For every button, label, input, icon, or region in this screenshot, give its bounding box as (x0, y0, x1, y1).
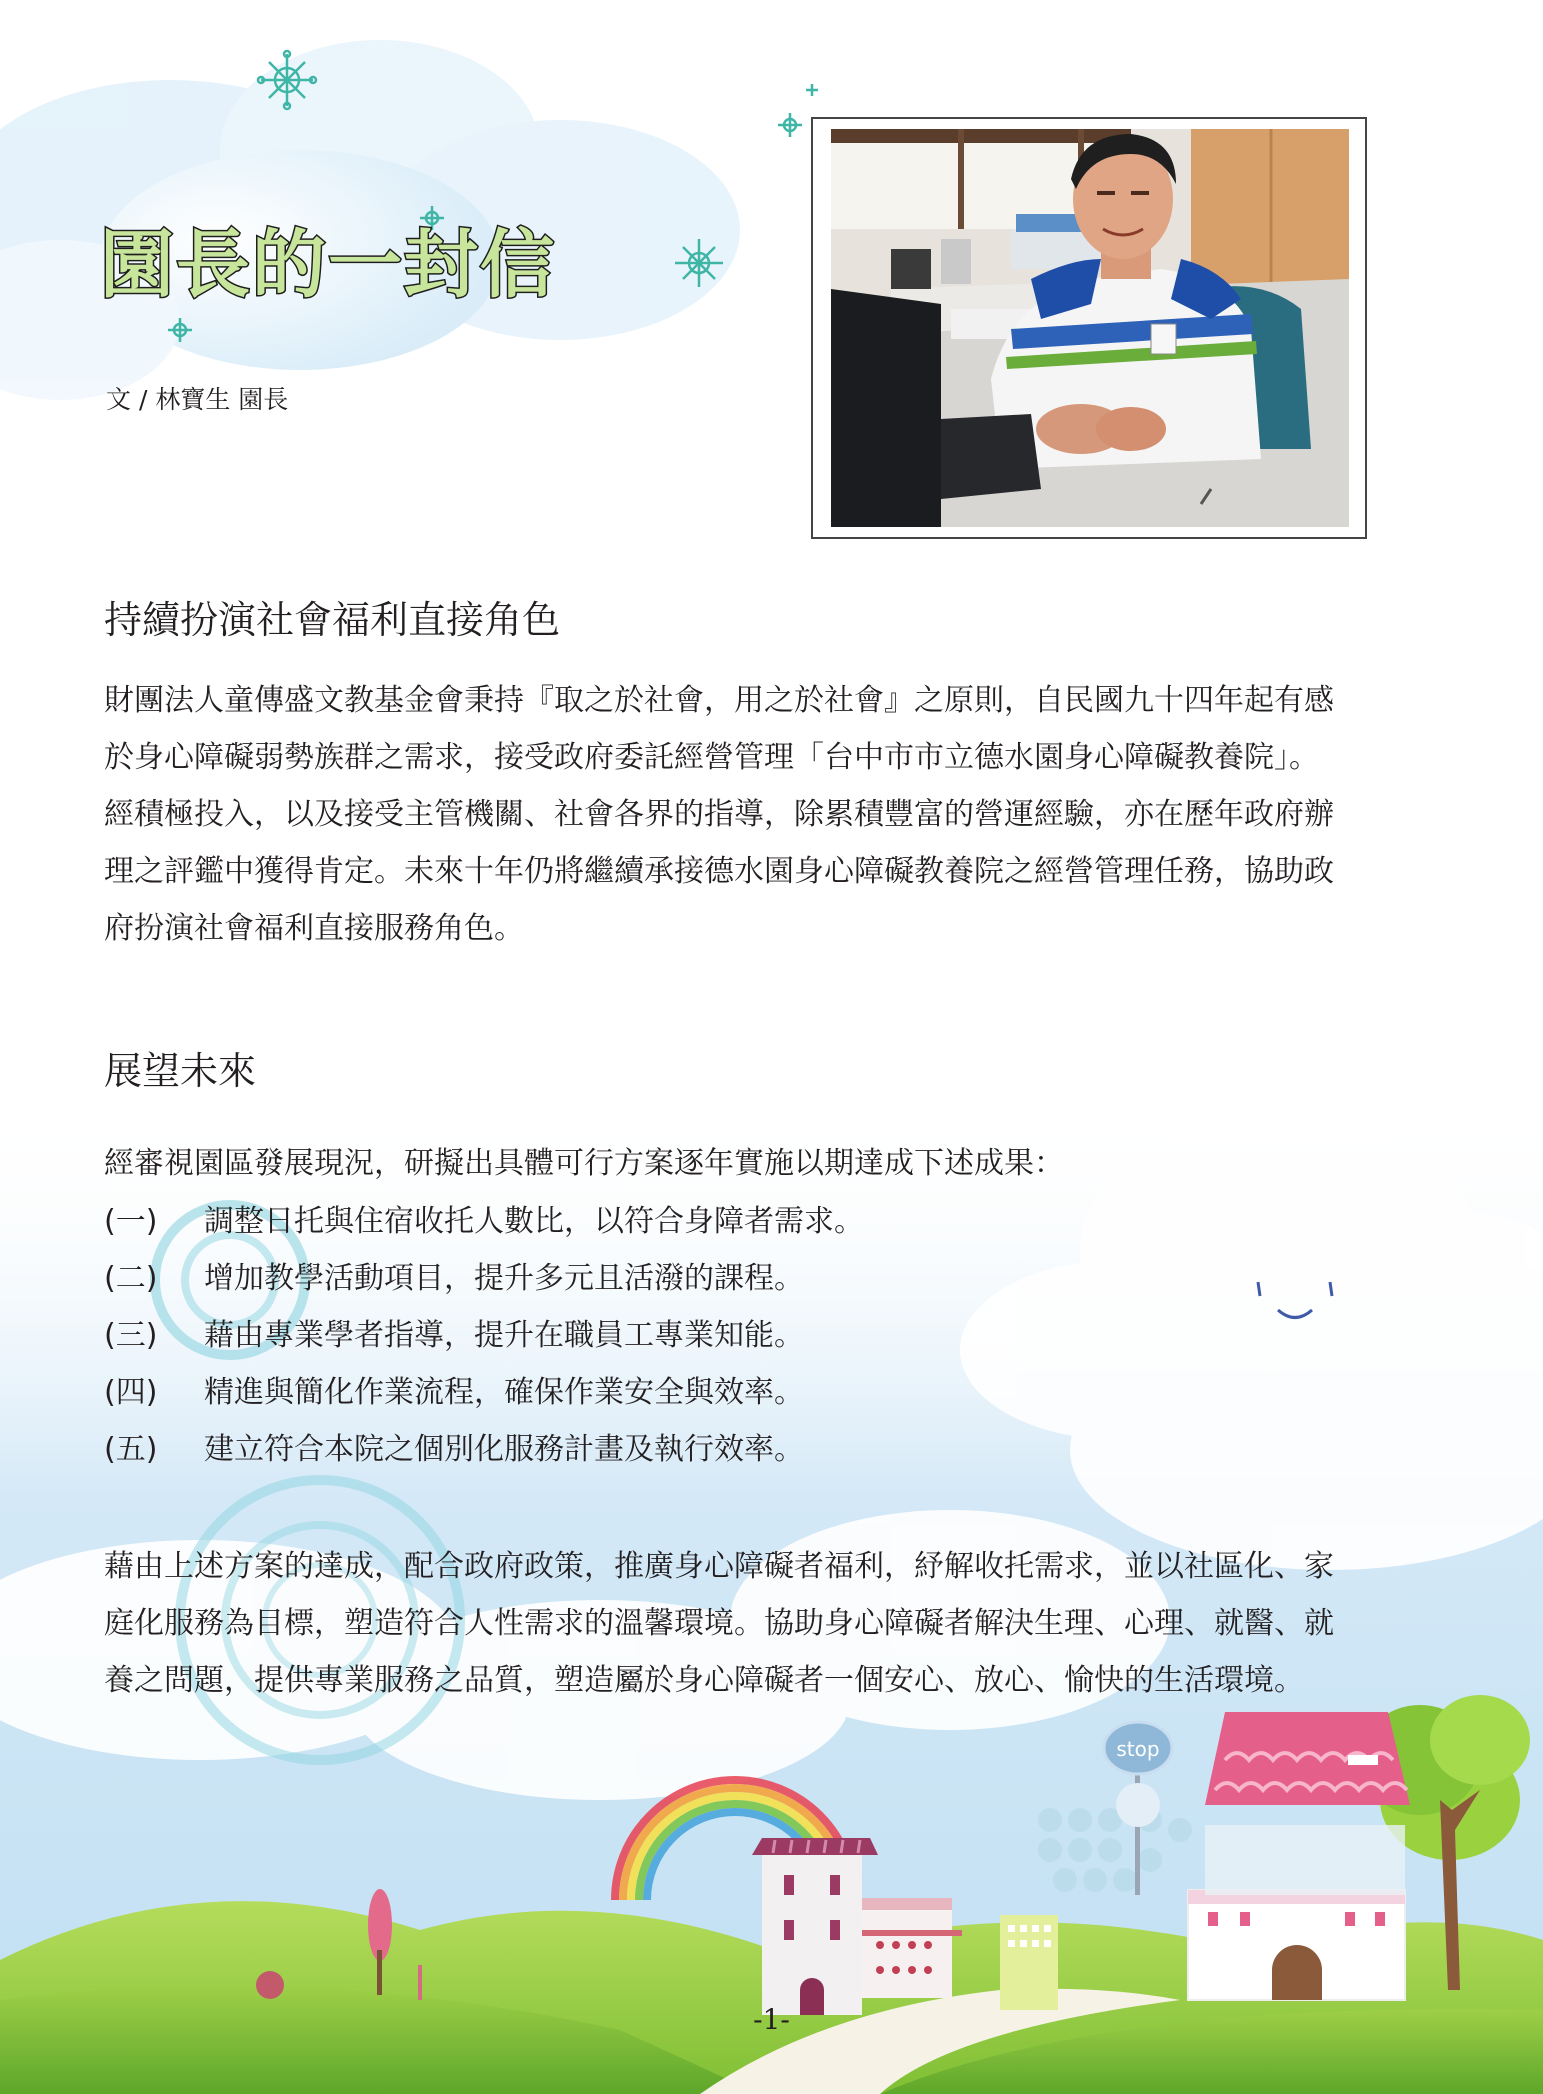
paragraph-line: 於身心障礙弱勢族群之需求，接受政府委託經營管理「台中市市立德水園身心障礙教養院」。 (104, 740, 1319, 775)
page-title: 園長的一封信 (100, 222, 556, 308)
paragraph-line: 經積極投入，以及接受主管機關、社會各界的指導，除累積豐富的營運經驗，亦在歷年政府辦 (104, 797, 1334, 832)
list-item-number: (二) (104, 1261, 158, 1296)
section-heading-future-outlook: 展望未來 (104, 1049, 257, 1093)
list-item (104, 1421, 864, 1478)
list-item-text: 精進與簡化作業流程，確保作業安全與效率。 (204, 1375, 804, 1410)
list-item-text: 增加教學活動項目，提升多元且活潑的課程。 (204, 1261, 804, 1296)
list-item-number: (三) (104, 1318, 158, 1353)
paragraph-line: 理之評鑑中獲得肯定。未來十年仍將繼續承接德水園身心障礙教養院之經營管理任務，協助政 (104, 854, 1334, 889)
director-portrait-photo (831, 129, 1349, 527)
paragraph-line: 藉由上述方案的達成，配合政府政策，推廣身心障礙者福利，紓解收托需求，並以社區化、家 (104, 1549, 1334, 1584)
section-body-social-welfare (104, 672, 1484, 957)
list-item (104, 1364, 864, 1421)
yellow-building (1000, 1915, 1058, 2010)
list-item (104, 1307, 864, 1364)
paragraph-line: 養之問題，提供專業服務之品質，塑造屬於身心障礙者一個安心、放心、愉快的生活環境。 (104, 1663, 1304, 1698)
paragraph-line: 庭化服務為目標，塑造符合人性需求的溫馨環境。協助身心障礙者解決生理、心理、就醫、就 (104, 1606, 1334, 1641)
future-outlook-closing (104, 1538, 1484, 1709)
title-block (100, 222, 556, 308)
paragraph-line: 府扮演社會福利直接服務角色。 (104, 911, 524, 946)
page-number: -1- (753, 2003, 790, 2036)
author-byline: 文 / 林寶生 園長 (106, 385, 289, 414)
photo-frame (811, 117, 1367, 539)
top-clouds (0, 40, 740, 400)
paragraph-line: 財團法人童傳盛文教基金會秉持『取之於社會，用之於社會』之原則，自民國九十四年起有感 (104, 683, 1334, 718)
list-item (104, 1250, 864, 1307)
list-item-text: 藉由專業學者指導，提升在職員工專業知能。 (204, 1318, 804, 1353)
future-goals-list (104, 1193, 864, 1478)
list-item-text: 調整日托與住宿收托人數比，以符合身障者需求。 (204, 1204, 864, 1239)
section-heading-social-welfare: 持續扮演社會福利直接角色 (104, 598, 561, 642)
list-item-number: (五) (104, 1432, 158, 1467)
list-item-text: 建立符合本院之個別化服務計畫及執行效率。 (204, 1432, 804, 1467)
pink-house (1188, 1712, 1410, 2000)
list-item (104, 1193, 864, 1250)
list-item-number: (四) (104, 1375, 158, 1410)
stop-sign-text: stop (1116, 1737, 1160, 1761)
future-outlook-intro: 經審視園區發展現況，研擬出具體可行方案逐年實施以期達成下述成果： (104, 1146, 1064, 1181)
list-item-number: (一) (104, 1204, 158, 1239)
